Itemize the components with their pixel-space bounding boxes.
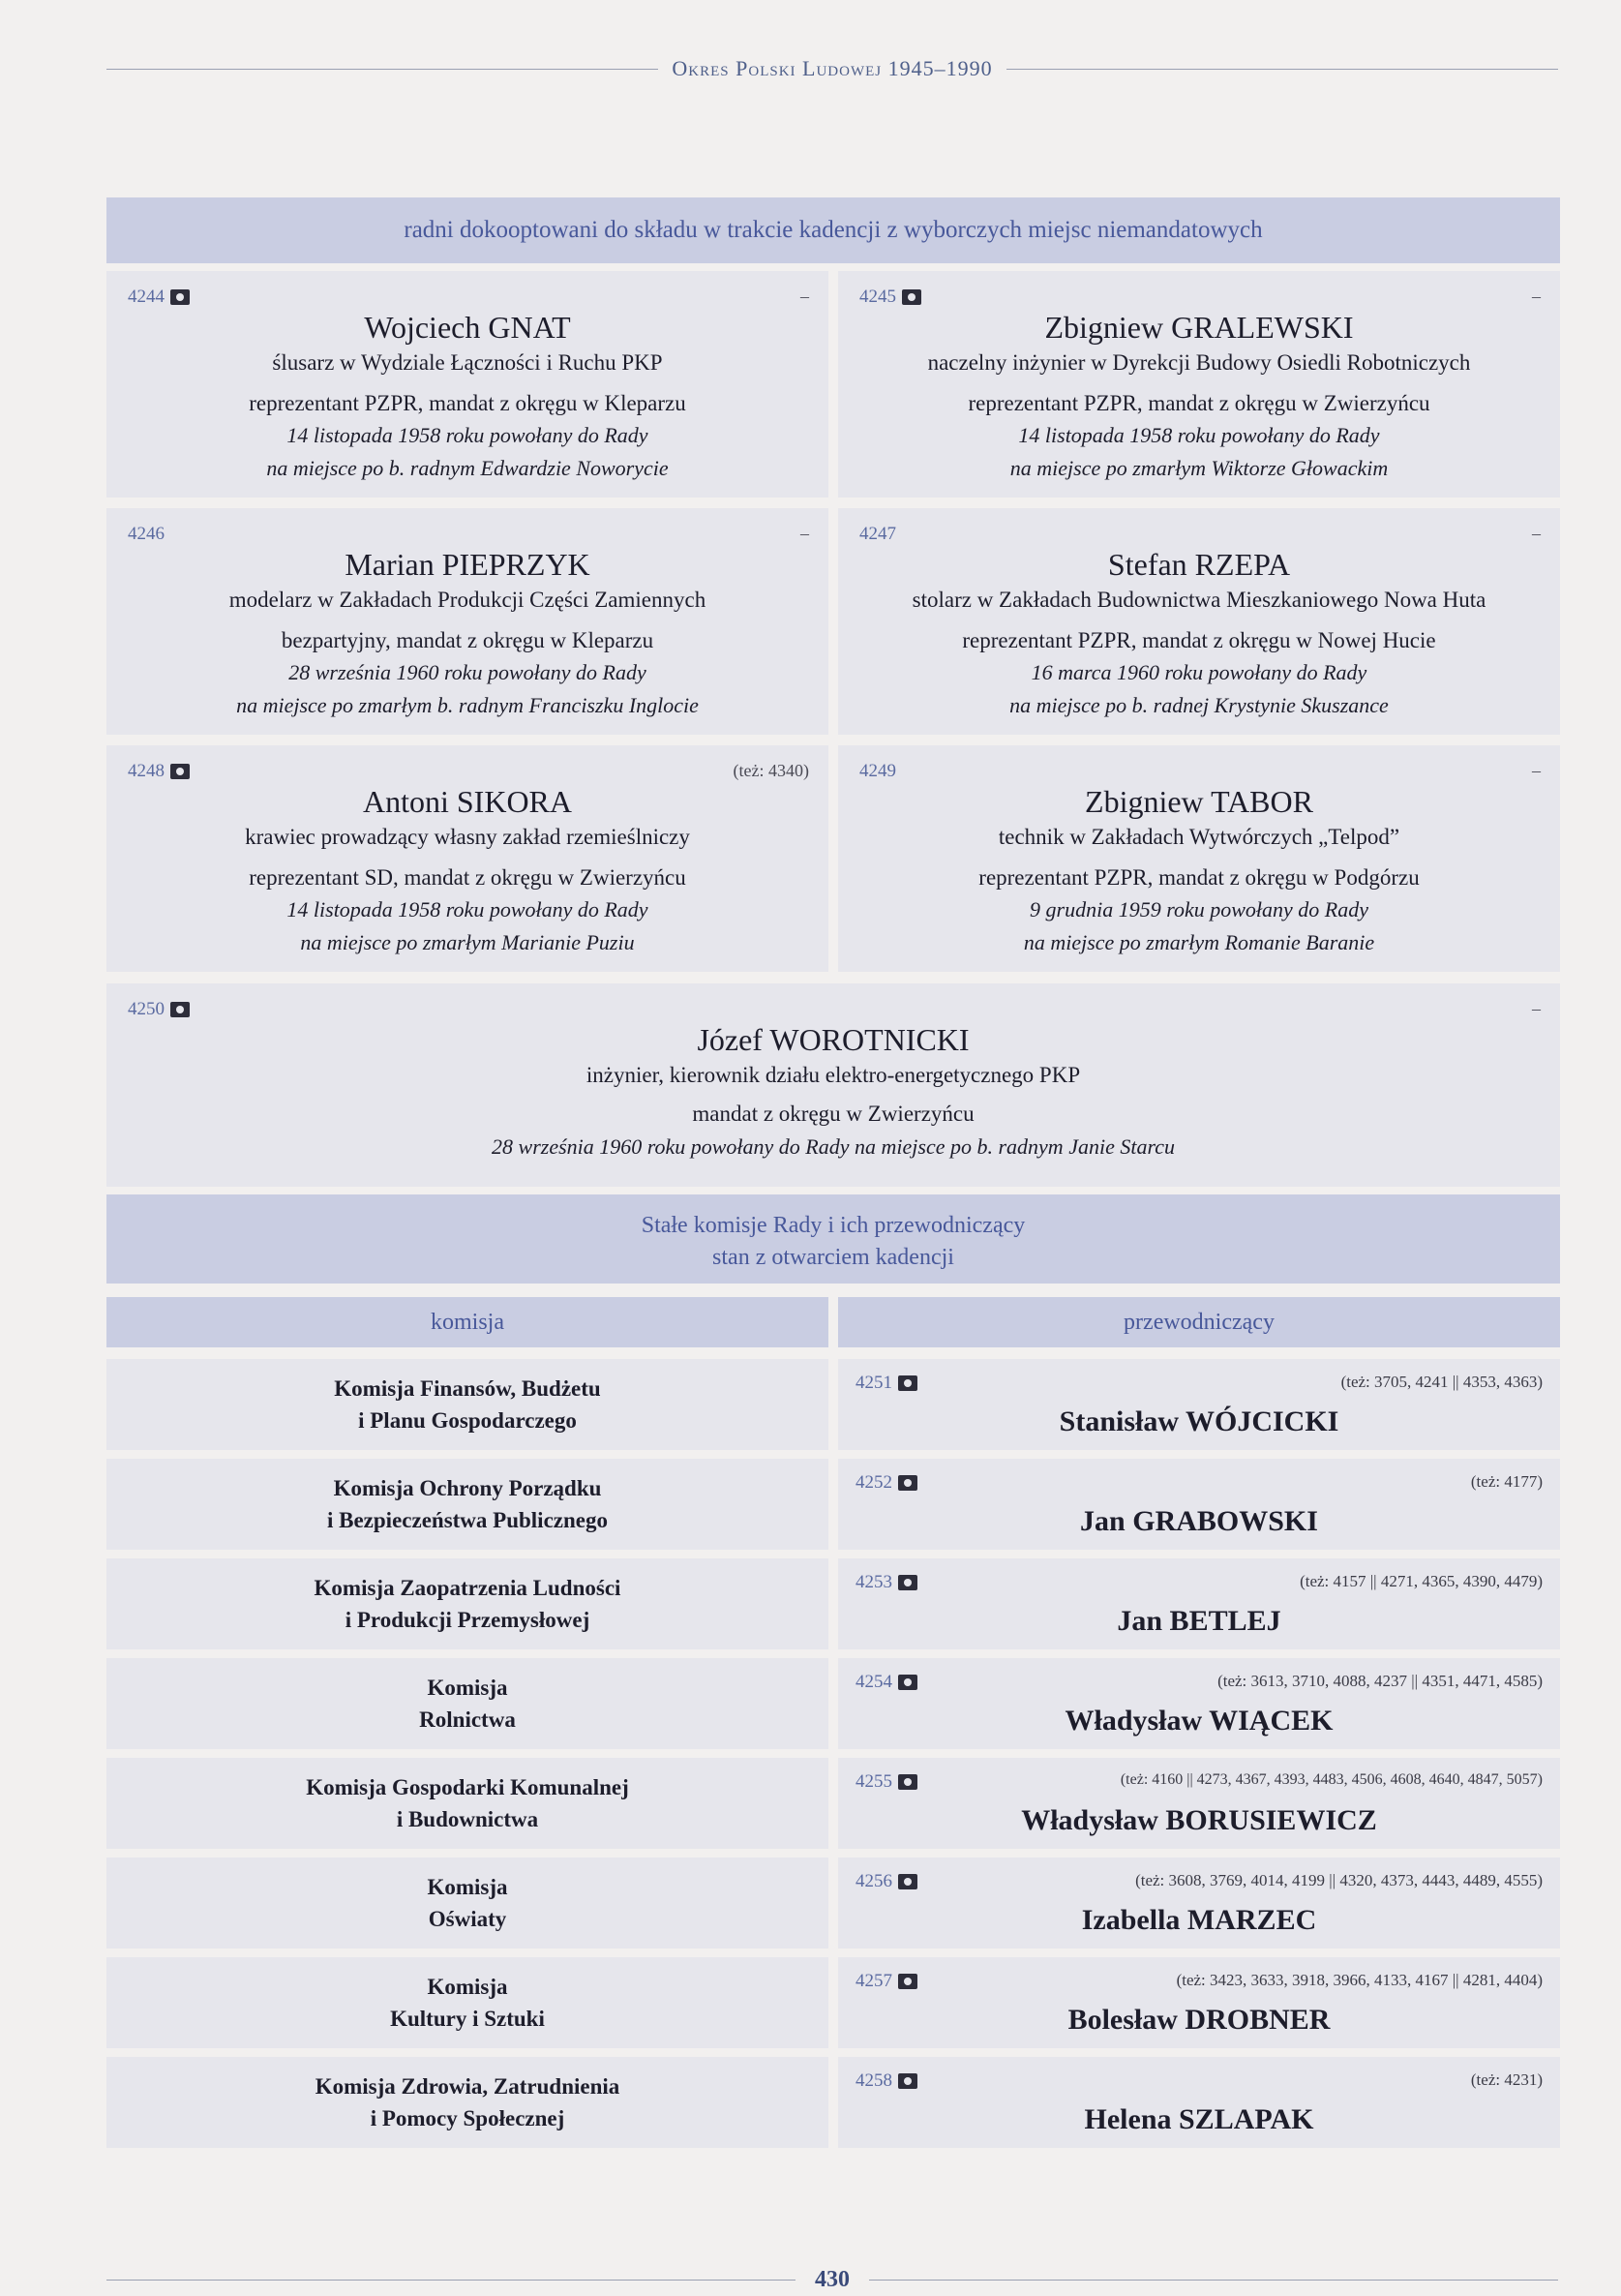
councillor-name: Antoni SIKORA bbox=[362, 784, 572, 819]
footer-rule-left bbox=[106, 2280, 795, 2281]
chair-name: Helena SZLAPAK bbox=[1084, 2103, 1314, 2135]
entry-number: 4253 bbox=[856, 1572, 892, 1592]
cross-reference: – bbox=[800, 524, 809, 543]
chair-name: Stanisław WÓJCICKI bbox=[1059, 1405, 1339, 1437]
councillor-card bbox=[838, 271, 1560, 498]
camera-icon bbox=[898, 2073, 917, 2089]
entry-number: 4251 bbox=[856, 1373, 892, 1393]
mandate: reprezentant PZPR, mandat z okręgu w Nowej Hucie bbox=[962, 628, 1436, 652]
entry-number: 4255 bbox=[856, 1771, 892, 1792]
committees-title: Stałe komisje Rady i ich przewodniczący bbox=[641, 1213, 1026, 1238]
cross-reference: – bbox=[1532, 524, 1541, 543]
cross-reference: – bbox=[1532, 999, 1541, 1018]
header-rule-left bbox=[106, 69, 658, 70]
column-header-chair: przewodniczący bbox=[838, 1297, 1560, 1347]
entry-number: 4249 bbox=[859, 761, 896, 781]
mandate: reprezentant SD, mandat z okręgu w Zwierzyńcu bbox=[249, 865, 686, 890]
mandate: bezpartyjny, mandat z okręgu w Kleparzu bbox=[281, 628, 654, 652]
committee-name: Komisja Oświaty bbox=[106, 1858, 828, 1949]
committee-chair bbox=[838, 1957, 1560, 2048]
committee-name: Komisja Kultury i Sztuki bbox=[106, 1957, 828, 2048]
column-header-committee: komisja bbox=[106, 1297, 828, 1347]
cross-reference: (też: 4231) bbox=[1470, 2070, 1543, 2089]
councillor-card bbox=[838, 745, 1560, 972]
cross-reference: (też: 3613, 3710, 4088, 4237 || 4351, 4471, 4585) bbox=[1217, 1672, 1543, 1690]
cross-reference: (też: 4160 || 4273, 4367, 4393, 4483, 4506, 4608, 4640, 4847, 5057) bbox=[1120, 1771, 1543, 1788]
chair-name: Władysław BORUSIEWICZ bbox=[1021, 1804, 1377, 1836]
cross-reference: – bbox=[1532, 287, 1541, 306]
committee-name: Komisja Ochrony Porządku i Bezpieczeństwa Publicznego bbox=[106, 1459, 828, 1550]
cross-reference: – bbox=[800, 287, 809, 306]
appointment-date: 16 marca 1960 roku powołany do Rady bbox=[1031, 660, 1367, 684]
councillor-card bbox=[106, 745, 828, 972]
appointment-date: 14 listopada 1958 roku powołany do Rady bbox=[1018, 423, 1380, 447]
running-header bbox=[106, 54, 1558, 83]
camera-icon bbox=[898, 1475, 917, 1491]
entry-number: 4248 bbox=[128, 761, 165, 781]
cross-reference: (też: 4157 || 4271, 4365, 4390, 4479) bbox=[1300, 1572, 1543, 1590]
appointment-date: 9 grudnia 1959 roku powołany do Rady bbox=[1030, 897, 1368, 921]
footer-rule-right bbox=[869, 2280, 1558, 2281]
mandate: reprezentant PZPR, mandat z okręgu w Zwierzyńcu bbox=[968, 391, 1430, 415]
councillor-card bbox=[838, 508, 1560, 735]
chair-name: Izabella MARZEC bbox=[1081, 1904, 1317, 1936]
mandate: reprezentant PZPR, mandat z okręgu w Podgórzu bbox=[978, 865, 1420, 890]
appointment-date: 28 września 1960 roku powołany do Rady na miejsce po b. radnym Janie Starcu bbox=[492, 1134, 1175, 1159]
appointment-date: 28 września 1960 roku powołany do Rady bbox=[288, 660, 646, 684]
committee-name: Komisja Finansów, Budżetu i Planu Gospodarczego bbox=[106, 1359, 828, 1450]
councillor-card-wide bbox=[106, 983, 1560, 1187]
replacement-note: na miejsce po zmarłym Marianie Puziu bbox=[300, 930, 635, 954]
councillor-name: Marian PIEPRZYK bbox=[345, 547, 590, 582]
councillor-name: Wojciech GNAT bbox=[364, 310, 571, 345]
occupation: inżynier, kierownik działu elektro-energetycznego PKP bbox=[585, 1063, 1081, 1087]
occupation: technik w Zakładach Wytwórczych „Telpod” bbox=[998, 825, 1400, 849]
header-rule-right bbox=[1006, 69, 1558, 70]
committee-name: Komisja Gospodarki Komunalnej i Budownictwa bbox=[106, 1758, 828, 1849]
committee-chair bbox=[838, 1658, 1560, 1749]
occupation: ślusarz w Wydziale Łączności i Ruchu PKP bbox=[272, 350, 663, 375]
header-title: Okres Polski Ludowej 1945–1990 bbox=[672, 56, 993, 80]
occupation: krawiec prowadzący własny zakład rzemieślniczy bbox=[245, 825, 690, 849]
councillor-card bbox=[106, 508, 828, 735]
camera-icon bbox=[170, 764, 190, 779]
camera-icon bbox=[898, 1874, 917, 1889]
cross-reference: (też: 3608, 3769, 4014, 4199 || 4320, 4373, 4443, 4489, 4555) bbox=[1135, 1871, 1543, 1889]
entry-number: 4252 bbox=[856, 1472, 892, 1493]
chair-name: Bolesław DROBNER bbox=[1067, 2004, 1331, 2036]
councillor-name: Józef WOROTNICKI bbox=[697, 1022, 970, 1057]
chair-name: Władysław WIĄCEK bbox=[1065, 1705, 1334, 1737]
committee-chair bbox=[838, 1459, 1560, 1550]
occupation: naczelny inżynier w Dyrekcji Budowy Osiedli Robotniczych bbox=[927, 350, 1471, 375]
cross-reference: (też: 4340) bbox=[733, 761, 809, 780]
camera-icon bbox=[898, 1675, 917, 1690]
committee-chair bbox=[838, 1558, 1560, 1649]
councillor-name: Stefan RZEPA bbox=[1107, 547, 1291, 582]
camera-icon bbox=[902, 289, 921, 305]
replacement-note: na miejsce po zmarłym Romanie Baranie bbox=[1023, 930, 1375, 954]
entry-number: 4246 bbox=[128, 524, 165, 544]
section-coopted-title: radni dokooptowani do składu w trakcie kadencji z wyborczych miejsc niemandatowych bbox=[106, 197, 1560, 263]
cross-reference: (też: 3423, 3633, 3918, 3966, 4133, 4167 || 4281, 4404) bbox=[1176, 1971, 1543, 1989]
councillor-name: Zbigniew GRALEWSKI bbox=[1044, 310, 1354, 345]
camera-icon bbox=[898, 1974, 917, 1989]
committee-chair bbox=[838, 1758, 1560, 1849]
committee-name: Komisja Zdrowia, Zatrudnienia i Pomocy Społecznej bbox=[106, 2057, 828, 2148]
committee-chair bbox=[838, 1359, 1560, 1450]
chair-name: Jan GRABOWSKI bbox=[1080, 1505, 1318, 1537]
camera-icon bbox=[170, 1002, 190, 1017]
camera-icon bbox=[898, 1575, 917, 1590]
committee-chair bbox=[838, 2057, 1560, 2148]
chair-name: Jan BETLEJ bbox=[1117, 1605, 1281, 1637]
entry-number: 4245 bbox=[859, 287, 896, 307]
camera-icon bbox=[170, 289, 190, 305]
camera-icon bbox=[898, 1375, 917, 1391]
occupation: stolarz w Zakładach Budownictwa Mieszkaniowego Nowa Huta bbox=[912, 588, 1486, 612]
mandate: mandat z okręgu w Zwierzyńcu bbox=[692, 1102, 975, 1126]
replacement-note: na miejsce po b. radnym Edwardzie Noworycie bbox=[266, 456, 669, 480]
entry-number: 4258 bbox=[856, 2070, 892, 2091]
entry-number: 4257 bbox=[856, 1971, 892, 1991]
councillor-card bbox=[106, 271, 828, 498]
replacement-note: na miejsce po b. radnej Krystynie Skuszance bbox=[1009, 693, 1389, 717]
page-footer bbox=[106, 2265, 1558, 2294]
camera-icon bbox=[898, 1774, 917, 1790]
councillor-name: Zbigniew TABOR bbox=[1085, 784, 1313, 819]
cross-reference: – bbox=[1532, 761, 1541, 780]
occupation: modelarz w Zakładach Produkcji Części Zamiennych bbox=[228, 588, 706, 612]
committee-name: Komisja Rolnictwa bbox=[106, 1658, 828, 1749]
cross-reference: (też: 4177) bbox=[1470, 1472, 1543, 1491]
entry-number: 4250 bbox=[128, 999, 165, 1019]
replacement-note: na miejsce po zmarłym Wiktorze Głowackim bbox=[1009, 456, 1389, 480]
cross-reference: (też: 3705, 4241 || 4353, 4363) bbox=[1340, 1373, 1543, 1391]
entry-number: 4244 bbox=[128, 287, 165, 307]
replacement-note: na miejsce po zmarłym b. radnym Franciszku Inglocie bbox=[236, 693, 699, 717]
committee-name: Komisja Zaopatrzenia Ludności i Produkcji Przemysłowej bbox=[106, 1558, 828, 1649]
appointment-date: 14 listopada 1958 roku powołany do Rady bbox=[286, 423, 648, 447]
section-committees-title bbox=[106, 1194, 1560, 1284]
mandate: reprezentant PZPR, mandat z okręgu w Kleparzu bbox=[249, 391, 686, 415]
committee-chair bbox=[838, 1858, 1560, 1949]
entry-number: 4256 bbox=[856, 1871, 892, 1891]
appointment-date: 14 listopada 1958 roku powołany do Rady bbox=[286, 897, 648, 921]
entry-number: 4254 bbox=[856, 1672, 892, 1692]
committees-subtitle: stan z otwarciem kadencji bbox=[712, 1245, 954, 1270]
entry-number: 4247 bbox=[859, 524, 896, 544]
page-number: 430 bbox=[815, 2266, 850, 2292]
